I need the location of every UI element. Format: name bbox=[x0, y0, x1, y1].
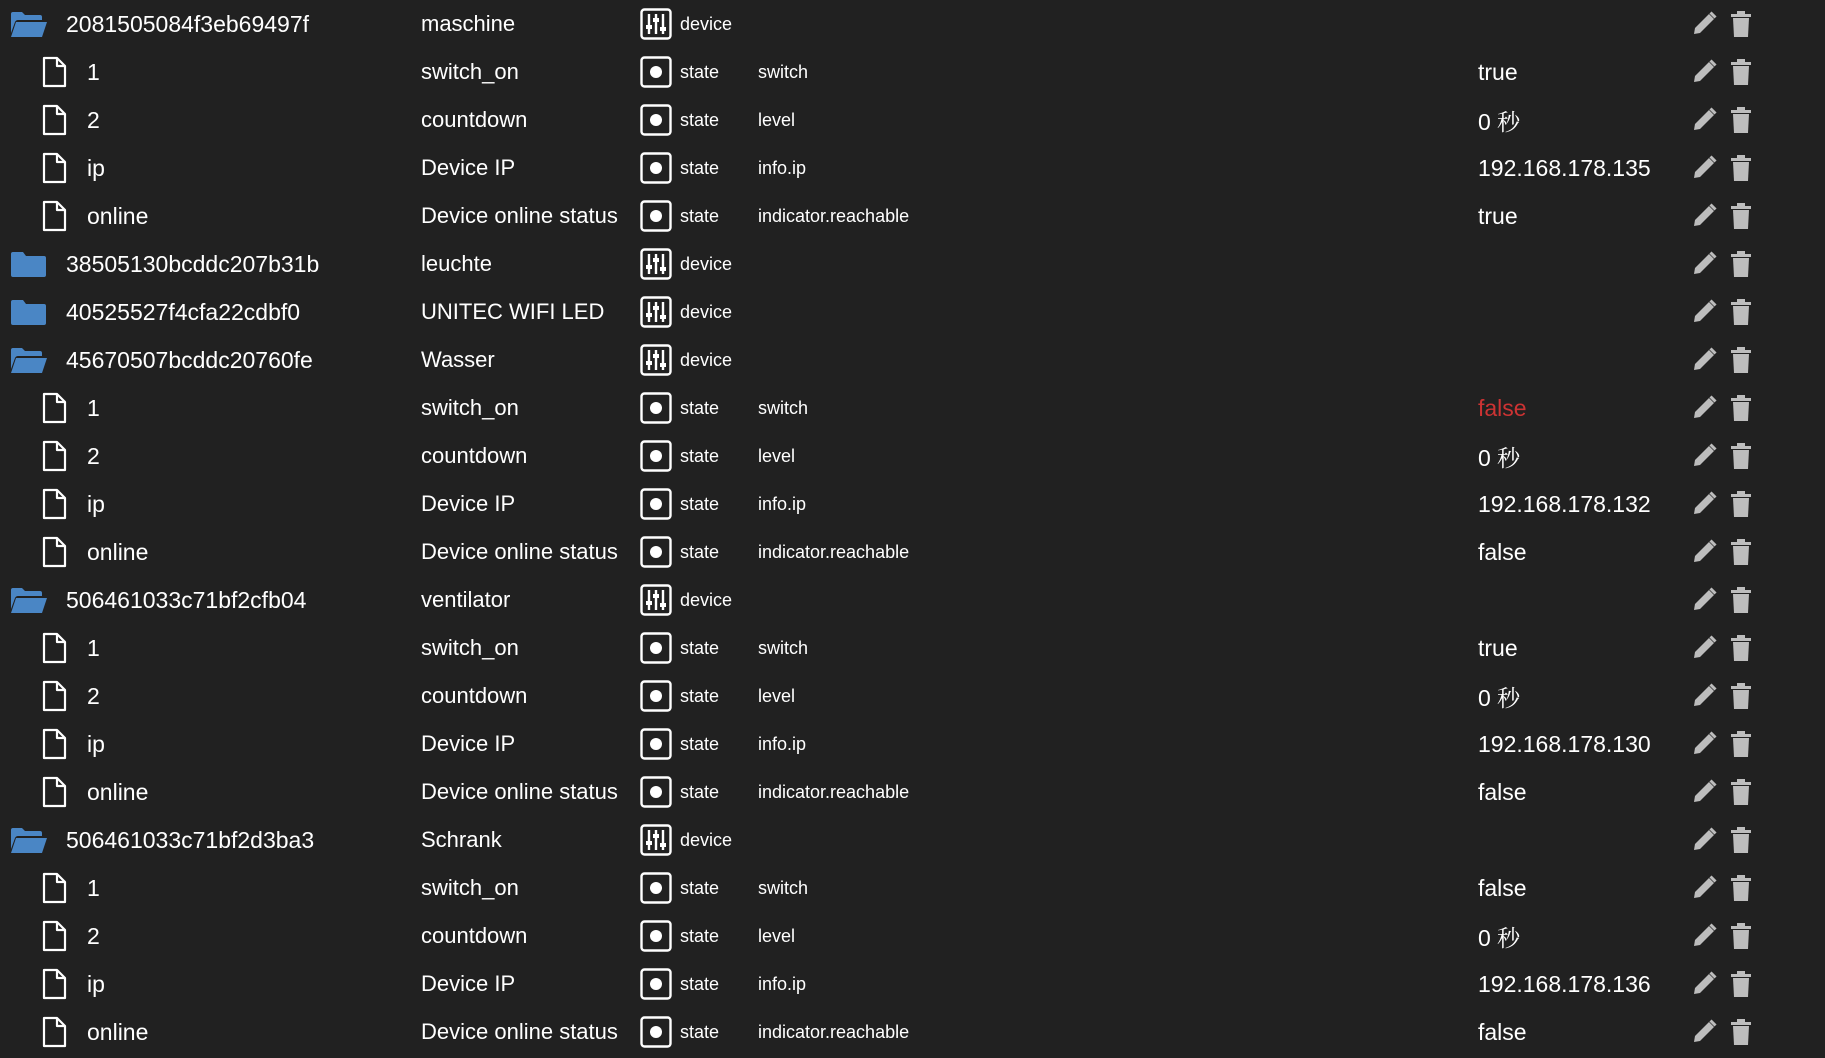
state-dot-icon bbox=[640, 728, 672, 760]
edit-icon[interactable] bbox=[1690, 0, 1720, 48]
trash-icon[interactable] bbox=[1730, 384, 1754, 432]
object-id: online bbox=[87, 778, 149, 805]
object-id: 1 bbox=[87, 874, 100, 901]
tree-state-row[interactable] bbox=[0, 480, 1825, 528]
object-value[interactable]: 192.168.178.130 bbox=[1478, 730, 1651, 757]
object-type bbox=[640, 816, 732, 864]
tree-state-row[interactable] bbox=[0, 144, 1825, 192]
tree-state-row[interactable] bbox=[0, 672, 1825, 720]
edit-icon[interactable] bbox=[1690, 720, 1720, 768]
object-type-label: device bbox=[680, 349, 733, 370]
edit-icon[interactable] bbox=[1690, 144, 1720, 192]
object-type-label: state bbox=[680, 733, 720, 754]
object-name: leuchte bbox=[421, 251, 492, 276]
object-name: switch_on bbox=[421, 395, 519, 420]
edit-icon[interactable] bbox=[1690, 816, 1720, 864]
object-type bbox=[640, 336, 732, 384]
object-type-label: state bbox=[680, 157, 720, 178]
state-dot-icon bbox=[640, 104, 672, 136]
trash-icon[interactable] bbox=[1730, 288, 1754, 336]
object-id: online bbox=[87, 1018, 149, 1045]
edit-icon[interactable] bbox=[1690, 48, 1720, 96]
folder-open-icon[interactable] bbox=[10, 0, 50, 48]
object-role: switch bbox=[758, 877, 809, 898]
object-type bbox=[640, 576, 732, 624]
object-type bbox=[640, 864, 719, 912]
edit-icon[interactable] bbox=[1690, 528, 1720, 576]
sliders-icon bbox=[640, 248, 672, 280]
file-icon[interactable] bbox=[40, 192, 80, 240]
sliders-icon bbox=[640, 824, 672, 856]
object-type bbox=[640, 1008, 719, 1056]
edit-icon[interactable] bbox=[1690, 240, 1720, 288]
object-type-label: device bbox=[680, 829, 733, 850]
object-id: 2081505084f3eb69497f bbox=[66, 10, 310, 37]
edit-icon[interactable] bbox=[1690, 960, 1720, 1008]
file-icon[interactable] bbox=[40, 528, 80, 576]
object-value[interactable]: 0 秒 bbox=[1478, 924, 1521, 951]
edit-icon[interactable] bbox=[1690, 384, 1720, 432]
folder-open-icon[interactable] bbox=[10, 336, 50, 384]
tree-folder-row[interactable] bbox=[0, 0, 1825, 48]
object-name: Device IP bbox=[421, 971, 516, 996]
sliders-icon bbox=[640, 584, 672, 616]
trash-icon[interactable] bbox=[1730, 192, 1754, 240]
object-type bbox=[640, 384, 719, 432]
file-icon[interactable] bbox=[40, 912, 80, 960]
object-type-label: device bbox=[680, 253, 733, 274]
object-name: Device IP bbox=[421, 491, 516, 516]
state-dot-icon bbox=[640, 968, 672, 1000]
trash-icon[interactable] bbox=[1730, 960, 1754, 1008]
object-type bbox=[640, 672, 719, 720]
object-value[interactable]: 192.168.178.135 bbox=[1478, 154, 1651, 181]
state-dot-icon bbox=[640, 488, 672, 520]
edit-icon[interactable] bbox=[1690, 192, 1720, 240]
object-value[interactable]: 192.168.178.136 bbox=[1478, 970, 1651, 997]
file-icon[interactable] bbox=[40, 1008, 80, 1056]
object-role: switch bbox=[758, 61, 809, 82]
object-id: online bbox=[87, 202, 149, 229]
tree-state-row[interactable] bbox=[0, 864, 1825, 912]
trash-icon[interactable] bbox=[1730, 576, 1754, 624]
object-role: indicator.reachable bbox=[758, 781, 910, 802]
edit-icon[interactable] bbox=[1690, 576, 1720, 624]
trash-icon[interactable] bbox=[1730, 96, 1754, 144]
edit-icon[interactable] bbox=[1690, 96, 1720, 144]
folder-icon[interactable] bbox=[10, 288, 50, 336]
object-role: info.ip bbox=[758, 733, 807, 754]
object-type bbox=[640, 48, 719, 96]
edit-icon[interactable] bbox=[1690, 672, 1720, 720]
edit-icon[interactable] bbox=[1690, 288, 1720, 336]
object-type bbox=[640, 720, 719, 768]
object-name: UNITEC WIFI LED bbox=[421, 299, 605, 324]
object-value[interactable]: false bbox=[1478, 874, 1527, 901]
object-role: indicator.reachable bbox=[758, 1021, 910, 1042]
trash-icon[interactable] bbox=[1730, 912, 1754, 960]
tree-state-row[interactable] bbox=[0, 432, 1825, 480]
file-icon[interactable] bbox=[40, 624, 80, 672]
object-type-label: device bbox=[680, 301, 733, 322]
object-name: countdown bbox=[421, 683, 528, 708]
tree-state-row[interactable] bbox=[0, 1008, 1825, 1056]
object-type-label: state bbox=[680, 109, 720, 130]
tree-folder-row[interactable] bbox=[0, 336, 1825, 384]
object-role: indicator.reachable bbox=[758, 541, 910, 562]
tree-state-row[interactable] bbox=[0, 96, 1825, 144]
state-dot-icon bbox=[640, 536, 672, 568]
tree-state-row[interactable] bbox=[0, 960, 1825, 1008]
object-type-label: device bbox=[680, 589, 733, 610]
edit-icon[interactable] bbox=[1690, 768, 1720, 816]
object-role: level bbox=[758, 685, 796, 706]
state-dot-icon bbox=[640, 680, 672, 712]
file-icon[interactable] bbox=[40, 720, 80, 768]
object-value[interactable]: false bbox=[1478, 778, 1527, 805]
object-value[interactable]: 192.168.178.132 bbox=[1478, 490, 1651, 517]
object-id: 40525527f4cfa22cdbf0 bbox=[66, 298, 301, 325]
edit-icon[interactable] bbox=[1690, 624, 1720, 672]
object-value[interactable]: 0 秒 bbox=[1478, 444, 1521, 471]
file-icon[interactable] bbox=[40, 864, 80, 912]
folder-open-icon[interactable] bbox=[10, 576, 50, 624]
trash-icon[interactable] bbox=[1730, 624, 1754, 672]
object-role: level bbox=[758, 925, 796, 946]
object-id: 45670507bcddc20760fe bbox=[66, 346, 313, 373]
tree-state-row[interactable] bbox=[0, 528, 1825, 576]
object-type-label: state bbox=[680, 925, 720, 946]
object-type-label: state bbox=[680, 445, 720, 466]
object-value[interactable]: 0 秒 bbox=[1478, 108, 1521, 135]
file-icon[interactable] bbox=[40, 96, 80, 144]
object-id: ip bbox=[87, 730, 105, 757]
folder-open-icon[interactable] bbox=[10, 816, 50, 864]
object-type-label: state bbox=[680, 397, 720, 418]
object-type-label: state bbox=[680, 61, 720, 82]
edit-icon[interactable] bbox=[1690, 480, 1720, 528]
object-role: info.ip bbox=[758, 157, 807, 178]
tree-folder-row[interactable] bbox=[0, 816, 1825, 864]
object-type bbox=[640, 144, 719, 192]
object-id: 1 bbox=[87, 58, 100, 85]
object-id: 506461033c71bf2cfb04 bbox=[66, 586, 307, 613]
edit-icon[interactable] bbox=[1690, 864, 1720, 912]
tree-state-row[interactable] bbox=[0, 384, 1825, 432]
object-type-label: state bbox=[680, 637, 720, 658]
object-id: 2 bbox=[87, 922, 100, 949]
object-name: countdown bbox=[421, 443, 528, 468]
object-type bbox=[640, 528, 719, 576]
sliders-icon bbox=[640, 296, 672, 328]
state-dot-icon bbox=[640, 872, 672, 904]
object-role: indicator.reachable bbox=[758, 205, 910, 226]
object-type-label: state bbox=[680, 781, 720, 802]
tree-state-row[interactable] bbox=[0, 768, 1825, 816]
object-type bbox=[640, 768, 719, 816]
object-role: switch bbox=[758, 397, 809, 418]
state-dot-icon bbox=[640, 1016, 672, 1048]
object-id: 1 bbox=[87, 394, 100, 421]
object-role: info.ip bbox=[758, 973, 807, 994]
trash-icon[interactable] bbox=[1730, 720, 1754, 768]
state-dot-icon bbox=[640, 200, 672, 232]
object-type bbox=[640, 96, 719, 144]
object-type-label: state bbox=[680, 685, 720, 706]
tree-state-row[interactable] bbox=[0, 624, 1825, 672]
file-icon[interactable] bbox=[40, 768, 80, 816]
sliders-icon bbox=[640, 344, 672, 376]
object-value[interactable]: false bbox=[1478, 394, 1527, 421]
object-id: 1 bbox=[87, 634, 100, 661]
object-type bbox=[640, 960, 719, 1008]
object-type bbox=[640, 192, 719, 240]
object-role: level bbox=[758, 445, 796, 466]
trash-icon[interactable] bbox=[1730, 864, 1754, 912]
trash-icon[interactable] bbox=[1730, 768, 1754, 816]
object-type-label: state bbox=[680, 541, 720, 562]
state-dot-icon bbox=[640, 440, 672, 472]
object-type bbox=[640, 240, 732, 288]
object-name: Device online status bbox=[421, 779, 618, 804]
object-type-label: device bbox=[680, 13, 733, 34]
edit-icon[interactable] bbox=[1690, 912, 1720, 960]
object-id: online bbox=[87, 538, 149, 565]
object-name: Device online status bbox=[421, 203, 618, 228]
object-value[interactable]: true bbox=[1478, 202, 1518, 229]
edit-icon[interactable] bbox=[1690, 1008, 1720, 1056]
object-type bbox=[640, 480, 719, 528]
object-name: switch_on bbox=[421, 875, 519, 900]
object-type-label: state bbox=[680, 1021, 720, 1042]
file-icon[interactable] bbox=[40, 144, 80, 192]
trash-icon[interactable] bbox=[1730, 144, 1754, 192]
object-name: Schrank bbox=[421, 827, 502, 852]
object-name: countdown bbox=[421, 923, 528, 948]
object-value[interactable]: false bbox=[1478, 1018, 1527, 1045]
object-id: 506461033c71bf2d3ba3 bbox=[66, 826, 315, 853]
sliders-icon bbox=[640, 8, 672, 40]
tree-state-row[interactable] bbox=[0, 192, 1825, 240]
object-role: level bbox=[758, 109, 796, 130]
tree-folder-row[interactable] bbox=[0, 576, 1825, 624]
file-icon[interactable] bbox=[40, 960, 80, 1008]
trash-icon[interactable] bbox=[1730, 528, 1754, 576]
object-role: switch bbox=[758, 637, 809, 658]
trash-icon[interactable] bbox=[1730, 336, 1754, 384]
object-id: ip bbox=[87, 154, 105, 181]
object-value[interactable]: false bbox=[1478, 538, 1527, 565]
file-icon[interactable] bbox=[40, 432, 80, 480]
object-name: Device IP bbox=[421, 731, 516, 756]
object-value[interactable]: 0 秒 bbox=[1478, 684, 1521, 711]
object-id: ip bbox=[87, 490, 105, 517]
object-value[interactable]: true bbox=[1478, 634, 1518, 661]
object-type-label: state bbox=[680, 877, 720, 898]
object-type bbox=[640, 432, 719, 480]
object-role: info.ip bbox=[758, 493, 807, 514]
object-value[interactable]: true bbox=[1478, 58, 1518, 85]
trash-icon[interactable] bbox=[1730, 1008, 1754, 1056]
state-dot-icon bbox=[640, 56, 672, 88]
object-type-label: state bbox=[680, 205, 720, 226]
file-icon[interactable] bbox=[40, 384, 80, 432]
state-dot-icon bbox=[640, 920, 672, 952]
trash-icon[interactable] bbox=[1730, 0, 1754, 48]
trash-icon[interactable] bbox=[1730, 432, 1754, 480]
state-dot-icon bbox=[640, 152, 672, 184]
folder-icon[interactable] bbox=[10, 240, 50, 288]
object-id: ip bbox=[87, 970, 105, 997]
state-dot-icon bbox=[640, 632, 672, 664]
object-id: 38505130bcddc207b31b bbox=[66, 250, 320, 277]
object-type bbox=[640, 288, 732, 336]
object-name: switch_on bbox=[421, 59, 519, 84]
object-name: ventilator bbox=[421, 587, 511, 612]
file-icon[interactable] bbox=[40, 480, 80, 528]
object-type bbox=[640, 912, 719, 960]
object-name: maschine bbox=[421, 11, 516, 36]
object-name: Device IP bbox=[421, 155, 516, 180]
object-name: Device online status bbox=[421, 539, 618, 564]
state-dot-icon bbox=[640, 392, 672, 424]
object-name: Device online status bbox=[421, 1019, 618, 1044]
file-icon[interactable] bbox=[40, 672, 80, 720]
edit-icon[interactable] bbox=[1690, 432, 1720, 480]
object-name: switch_on bbox=[421, 635, 519, 660]
trash-icon[interactable] bbox=[1730, 240, 1754, 288]
object-id: 2 bbox=[87, 682, 100, 709]
object-id: 2 bbox=[87, 442, 100, 469]
tree-folder-row[interactable] bbox=[0, 288, 1825, 336]
tree-state-row[interactable] bbox=[0, 720, 1825, 768]
object-id: 2 bbox=[87, 106, 100, 133]
trash-icon[interactable] bbox=[1730, 672, 1754, 720]
object-type-label: state bbox=[680, 493, 720, 514]
object-type bbox=[640, 624, 719, 672]
state-dot-icon bbox=[640, 776, 672, 808]
edit-icon[interactable] bbox=[1690, 336, 1720, 384]
tree-folder-row[interactable] bbox=[0, 240, 1825, 288]
object-type bbox=[640, 0, 732, 48]
tree-state-row[interactable] bbox=[0, 48, 1825, 96]
object-name: Wasser bbox=[421, 347, 495, 372]
trash-icon[interactable] bbox=[1730, 480, 1754, 528]
object-name: countdown bbox=[421, 107, 528, 132]
trash-icon[interactable] bbox=[1730, 816, 1754, 864]
trash-icon[interactable] bbox=[1730, 48, 1754, 96]
file-icon[interactable] bbox=[40, 48, 80, 96]
object-type-label: state bbox=[680, 973, 720, 994]
tree-state-row[interactable] bbox=[0, 912, 1825, 960]
